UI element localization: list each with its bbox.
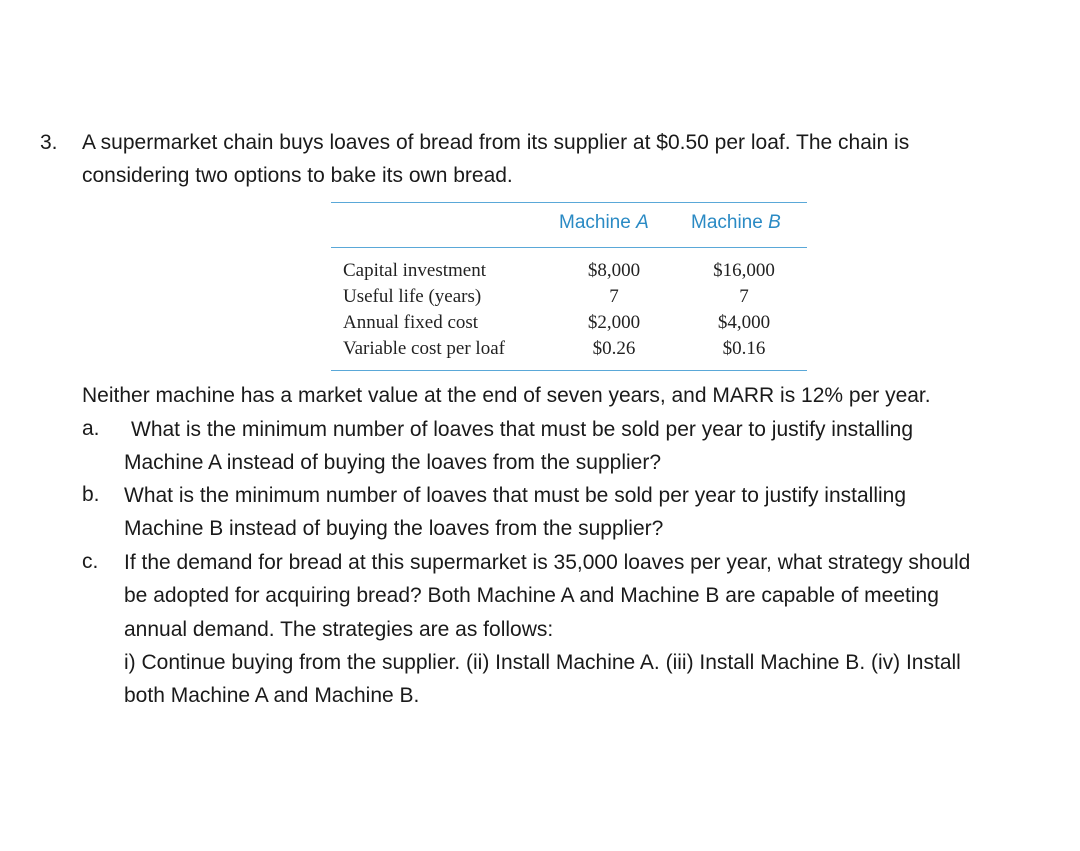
part-a-line-1: What is the minimum number of loaves that must be sold per year to justify installing bbox=[131, 418, 914, 441]
part-c-line-5: both Machine A and Machine B. bbox=[124, 684, 420, 707]
part-b-line-2: Machine B instead of buying the loaves from the supplier? bbox=[124, 517, 664, 540]
table-header-rule bbox=[331, 247, 807, 248]
column-header-machine-b bbox=[691, 212, 781, 234]
part-b-line-1: What is the minimum number of loaves that must be sold per year to justify installing bbox=[124, 484, 907, 507]
machine-comparison-table bbox=[331, 200, 807, 372]
cell-b-capital-investment: $16,000 bbox=[713, 260, 775, 281]
cell-a-useful-life: 7 bbox=[609, 286, 619, 307]
cell-a-variable-cost: $0.26 bbox=[592, 338, 636, 359]
column-header-letter: B bbox=[768, 212, 781, 233]
column-header-letter: A bbox=[636, 212, 649, 233]
part-c-line-2: be adopted for acquiring bread? Both Machine A and Machine B are capable of meeting bbox=[124, 584, 939, 607]
question-stem-line-1: A supermarket chain buys loaves of bread from its supplier at $0.50 per loaf. The chain is bbox=[82, 131, 910, 154]
part-b-label: b. bbox=[82, 483, 100, 506]
context-paragraph: Neither machine has a market value at the end of seven years, and MARR is 12% per year. bbox=[82, 384, 931, 407]
cell-a-annual-fixed-cost: $2,000 bbox=[587, 312, 641, 333]
cell-b-annual-fixed-cost: $4,000 bbox=[717, 312, 771, 333]
question-number: 3. bbox=[40, 131, 58, 154]
part-c-line-3: annual demand. The strategies are as follows: bbox=[124, 618, 554, 641]
part-a-line-2: Machine A instead of buying the loaves from the supplier? bbox=[124, 451, 661, 474]
column-header-text: Machine bbox=[691, 212, 763, 233]
part-c-label: c. bbox=[82, 550, 99, 573]
cell-b-variable-cost: $0.16 bbox=[722, 338, 766, 359]
row-label-capital-investment: Capital investment bbox=[343, 260, 487, 281]
table-bottom-rule bbox=[331, 370, 807, 371]
row-label-annual-fixed-cost: Annual fixed cost bbox=[343, 312, 479, 333]
part-a-label: a. bbox=[82, 417, 100, 440]
cell-a-capital-investment: $8,000 bbox=[587, 260, 641, 281]
part-c-line-1: If the demand for bread at this supermarket is 35,000 loaves per year, what strategy should bbox=[124, 551, 971, 574]
column-header-machine-a bbox=[559, 212, 649, 234]
row-label-variable-cost: Variable cost per loaf bbox=[343, 338, 505, 359]
question-stem-line-2: considering two options to bake its own bread. bbox=[82, 164, 513, 187]
column-header-text: Machine bbox=[559, 212, 631, 233]
part-c-line-4: i) Continue buying from the supplier. (ii) Install Machine A. (iii) Install Machine B. (iv) Install bbox=[124, 651, 961, 674]
row-label-useful-life: Useful life (years) bbox=[343, 286, 482, 307]
cell-b-useful-life: 7 bbox=[739, 286, 749, 307]
table-top-rule bbox=[331, 202, 807, 203]
